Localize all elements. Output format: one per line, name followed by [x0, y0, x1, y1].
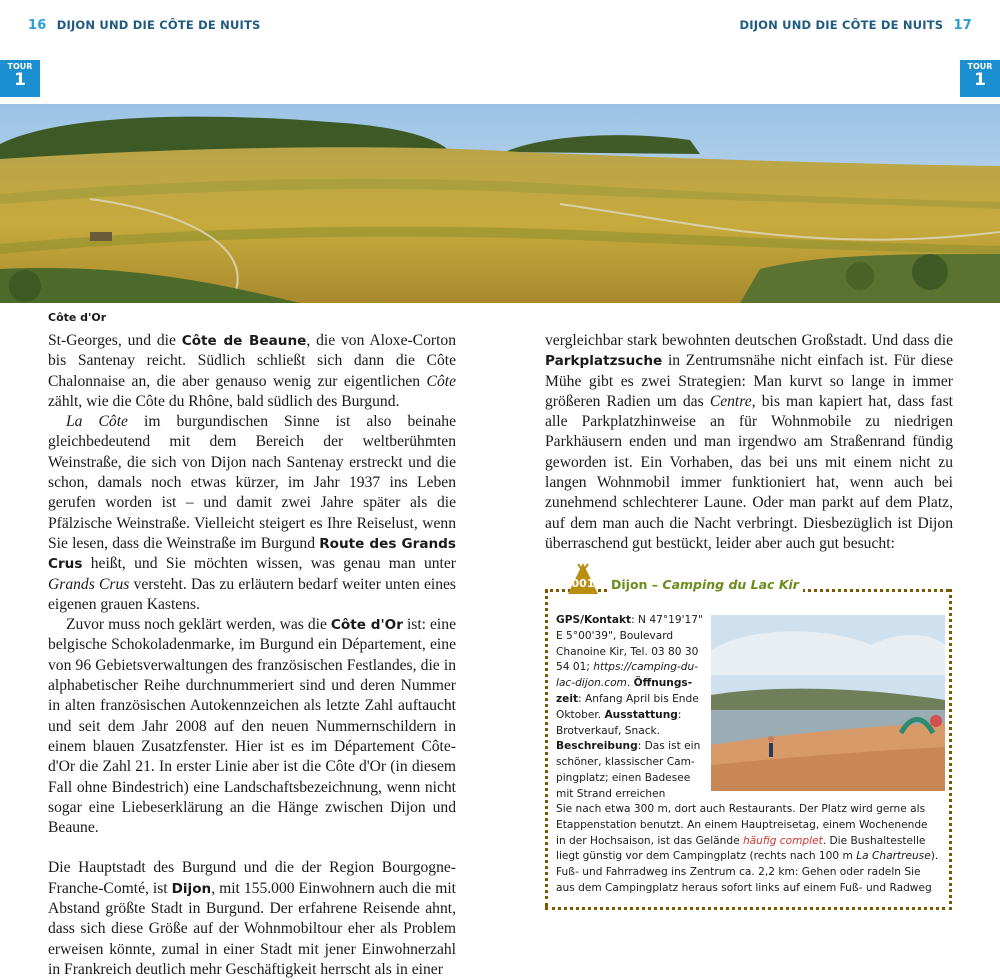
info-line [556, 818, 946, 834]
text-run: St-Georges, und die [48, 332, 182, 349]
bold-term: Ausstattung [604, 708, 678, 721]
paragraph [48, 615, 456, 838]
bold-term: Côte de Beaune [181, 333, 307, 349]
info-line [556, 645, 708, 661]
right-text-column [545, 331, 953, 554]
text-run: ist: eine belgische Schokoladenmarke, im Burgund ein Département, eine von 96 Gebietsverwaltungen des französischen Festlandes, die in alphabetischer Reihe durchnummeriert sind und deren Nummer in alten französischen Autokennzeichen als letzte Zahl auftaucht und seit dem Jahr 2008 auf den neuen Nummernschildern in einem blauen Zusatzfenster. Hier ist es im Département Côte-d'Or die Zahl 21. In erster Linie aber ist die Côte d'Or (in diesem Fall ohne Bindestrich) eine Landschaftsbezeichnung, wenn nicht sogar eine Liebeserklärung an die Hänge zwischen Dijon und Beaune. [48, 616, 456, 837]
info-line [556, 802, 946, 818]
info-line [556, 771, 708, 787]
text-run: : Das ist ein [637, 740, 701, 753]
text-run: . Die Bushaltestelle [822, 834, 926, 847]
text-run: Oktober. [556, 708, 605, 721]
info-line [556, 613, 708, 629]
text-run: ). [930, 850, 939, 863]
left-running-header [22, 18, 261, 33]
paragraph [48, 858, 456, 980]
tour-tab-right: TOUR 1 [960, 60, 1000, 97]
text-run: Etappenstation benutzt. An einem Hauptreisetag, einem Wochenende [556, 818, 928, 831]
camp-number-badge: 001 [571, 577, 595, 590]
text-run: in der Hochsaison, ist das Gelände [556, 834, 743, 847]
italic-term: lac-dijon.com [556, 677, 627, 690]
bold-term: Parkplatzsuche [545, 353, 663, 370]
text-run: : [677, 708, 682, 721]
right-page-number: 17 [953, 18, 972, 33]
text-run: liegt günstig vor dem Campingplatz (rechts nach 100 m [556, 850, 857, 863]
bold-term: Route des Grands Crus [48, 535, 456, 573]
left-text-column [48, 331, 456, 980]
text-run: pingplatz; einen Badesee [556, 771, 691, 784]
text-run: Sie nach etwa 300 m, dort auch Restaurants. Der Platz wird gerne als [556, 803, 926, 815]
info-line [556, 755, 708, 771]
text-run: Chanoine Kir, Tel. 03 80 30 [556, 645, 699, 658]
bold-term: Côte d'Or [330, 617, 403, 634]
info-line [556, 708, 708, 724]
italic-term: Centre [709, 392, 752, 410]
text-run: , bis man kapiert hat, dass fast alle Parkplatzhinweise an für Wohnmobile zu niedrigen Parkhäusern enden und man irgendwo am Straßenrand fündig geworden ist. Ein Vorhaben, das bei uns mit einem nicht zu langen Wohnmobil immer funktioniert hat, wenn auch bei zunehmend schlechterer Laune. Oder man parkt auf dem Platz, auf dem man auch die Nacht verbringt. Diesbezüglich ist Dijon überraschend gut bestückt, leider aber auch gut besucht: [545, 392, 953, 552]
vineyard-panorama-photo [0, 104, 1000, 303]
camp-info-full [556, 802, 946, 897]
text-run: . [626, 677, 634, 690]
photo-caption: Côte d'Or [48, 311, 107, 324]
paragraph [48, 331, 456, 412]
info-line [556, 676, 708, 692]
text-run: , mit 155.000 Einwohnern auch die mit Abstand größte Stadt in Burgund. Der erfahrene Reisende ahnt, dass sich diese Größe auf der Wohnmobiltour eher als Problem erweisen könnte, zumal in einer Stadt mit jener Einwohnerzahl in Frankreich deutlich mehr Geschäftigkeit herrscht als in einer [48, 879, 456, 978]
paragraph [48, 412, 456, 615]
info-line [556, 787, 708, 803]
highlight-term: häufig complet [742, 834, 823, 847]
left-header-title: DIJON UND DIE CÔTE DE NUITS [56, 18, 261, 32]
info-line [556, 660, 708, 676]
info-line [556, 739, 708, 755]
italic-term: Côte [426, 372, 456, 390]
italic-term: La Côte [66, 413, 128, 431]
bold-term: Öffnungs- [633, 677, 693, 690]
right-header-title: DIJON UND DIE CÔTE DE NUITS [739, 18, 944, 32]
tour-tab-left: TOUR 1 [0, 60, 40, 97]
text-run: : Anfang April bis Ende [578, 692, 699, 705]
text-run: Fuß- und Fahrradweg ins Zentrum ca. 2,2 km: Gehen oder radeln Sie [556, 866, 921, 879]
text-run: aus dem Campingplatz heraus sofort links auf einem Fuß- und Radweg [556, 881, 932, 894]
bold-term: Beschreibung [556, 740, 638, 753]
italic-term: La Chartreuse [856, 850, 931, 863]
text-run: E 5°00'39", Boulevard [556, 629, 674, 642]
info-line [556, 724, 708, 740]
text-run: in Zentrumsnähe nicht einfach ist. Für diese Mühe gibt es zwei Strategien: Man kurvt so lange in immer größeren Radien um das [545, 352, 953, 410]
text-run: Zuvor muss noch geklärt werden, was die [66, 616, 331, 634]
bold-term: zeit [556, 692, 579, 705]
text-run: vergleichbar stark bewohnten deutschen Großstadt. Und dass die [545, 332, 953, 349]
info-line [556, 629, 708, 645]
text-run: mit Strand erreichen [556, 787, 666, 800]
info-line [556, 692, 708, 708]
right-running-header [739, 18, 978, 33]
text-run: , die von Aloxe-Corton bis Santenay reicht. Südlich schließt sich dann die Côte Chalonnaise an, die aber genauso wenig zur eigentlichen [48, 332, 456, 390]
text-run: zählt, wie die Côte du Rhône, bald südlich des Burgund. [48, 392, 400, 410]
text-run: Brotverkauf, Snack. [556, 724, 661, 737]
camp-info-left [556, 613, 708, 803]
text-run: im burgundischen Sinne ist also beinahe gleichbedeutend mit dem Bereich der weltberühmten Weinstraße, die sich von Dijon nach Santenay erstreckt und die schon, damals noch etwas kürzer, im Jahr 1937 ins Leben gerufen worden ist – und damit zwei Jahre später als die Pfälzische Weinstraße. Vielleicht steigert es Ihre Reiselust, wenn Sie lesen, dass die Weinstraße im Burgund [48, 413, 456, 552]
info-line [556, 881, 946, 897]
camp-title: Dijon – Camping du Lac Kir [607, 577, 803, 592]
text-run: Die Hauptstadt des Burgund und die der Region Bourgogne-Franche-Comté, ist [48, 859, 456, 897]
info-line [556, 865, 946, 881]
italic-term: https://camping-du- [593, 661, 699, 674]
text-run: schöner, klassischer Cam- [556, 756, 695, 769]
left-page-number: 16 [28, 18, 47, 33]
lake-beach-photo [711, 615, 945, 791]
bold-term: Dijon [171, 880, 212, 897]
text-run: 54 01; [556, 661, 594, 674]
text-run: heißt, und Sie möchten wissen, was genau man unter [82, 555, 456, 573]
info-line [556, 849, 946, 865]
info-line [556, 834, 946, 850]
text-run: : N 47°19'17" [631, 614, 703, 626]
paragraph [545, 331, 953, 554]
text-run: versteht. Das zu erläutern bedarf weiter unten eines eigenen grauen Kastens. [48, 575, 456, 613]
italic-term: Grands Crus [48, 575, 130, 593]
bold-term: GPS/Kontakt [556, 614, 632, 626]
